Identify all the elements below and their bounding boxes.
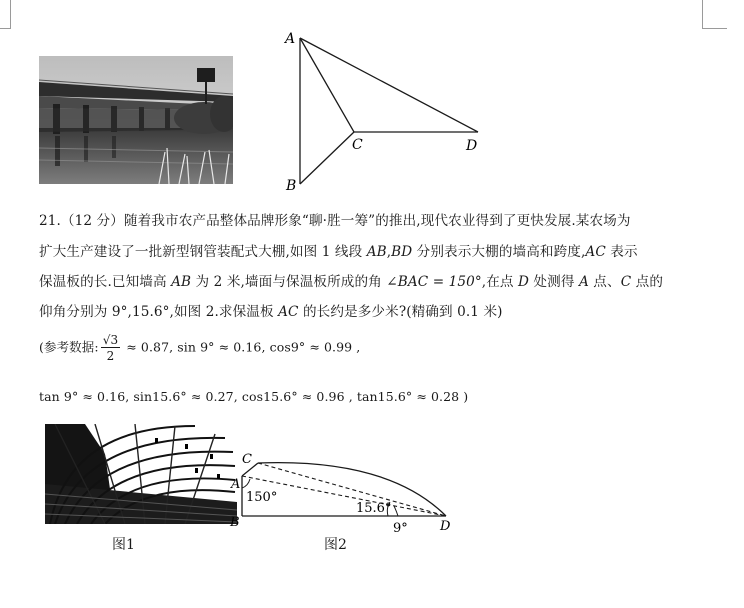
page-corner-mark-right	[702, 0, 727, 29]
label-d: D	[440, 519, 451, 534]
greenhouse-photo	[45, 424, 237, 524]
var-c: C	[620, 274, 632, 290]
problem-line-1	[39, 209, 631, 229]
var-ac-2: AC	[278, 304, 299, 320]
bridge-photo	[39, 56, 233, 184]
problem-text-1: 21.（12 分）随着我市农产品整体品牌形象“聊·胜一筹”的推出,现代农业得到了更快发展.某农场为	[39, 213, 631, 229]
var-bd: BD	[391, 244, 413, 260]
figure-1-caption: 图1	[112, 537, 135, 553]
label-a: A	[231, 477, 241, 492]
label-d: D	[466, 138, 478, 154]
problem-text-4b: 的长约是多少米?(精确到 0.1 米)	[298, 304, 503, 320]
figure-2-diagram	[228, 446, 468, 540]
fraction-denominator: 2	[106, 349, 115, 363]
problem-text-3b: 为 2 米,墙面与保温板所成的角	[191, 274, 387, 290]
angle-bac: ∠BAC = 150°	[386, 274, 482, 290]
problem-text-2a: 扩大生产建设了一批新型钢管装配式大棚,如图 1 线段	[39, 244, 367, 260]
var-ab: AB	[366, 244, 387, 260]
problem-text-2c: 表示	[605, 244, 638, 260]
reference-label: (参考数据:	[39, 339, 99, 355]
segment-bc	[300, 132, 354, 184]
label-c: C	[352, 137, 363, 153]
separator: ,	[386, 244, 392, 260]
angle-label-9: 9°	[393, 521, 408, 536]
figure-2-caption: 图2	[324, 537, 347, 553]
sqrt3-over-2	[101, 334, 120, 362]
problem-text-3a: 保温板的长.已知墙高	[39, 274, 172, 290]
var-d: D	[518, 274, 530, 290]
label-a: A	[285, 31, 296, 47]
problem-text-2b: 分别表示大棚的墙高和跨度,	[412, 244, 586, 260]
var-a: A	[578, 274, 589, 290]
label-b: B	[230, 515, 240, 530]
fraction-numerator: √3	[102, 333, 119, 347]
problem-text-3c: ,在点	[481, 274, 519, 290]
angle-label-15-6: 15.6°	[356, 501, 392, 516]
reference-data-line-2	[39, 389, 468, 404]
reference-data-line-1	[39, 334, 360, 362]
label-c: C	[242, 452, 252, 467]
reference-values-2: tan 9° ≈ 0.16, sin15.6° ≈ 0.27, cos15.6° ≈ 0.96 , tan15.6° ≈ 0.28 )	[39, 389, 469, 404]
problem-line-3	[39, 270, 663, 290]
problem-text-3e: 处测得	[529, 274, 579, 290]
angle-label-150: 150°	[246, 490, 278, 505]
problem-line-4	[39, 300, 503, 320]
var-ac: AC	[585, 244, 606, 260]
page-corner-mark-left	[0, 0, 11, 29]
problem-text-3g: 点的	[631, 274, 664, 290]
reference-values-1: ≈ 0.87, sin 9° ≈ 0.16, cos9° ≈ 0.99 ,	[122, 339, 361, 355]
label-b: B	[286, 178, 297, 194]
problem-text-4a: 仰角分别为 9°,15.6°,如图 2.求保温板	[39, 304, 279, 320]
problem-line-2	[39, 240, 638, 260]
var-ab-2: AB	[171, 274, 192, 290]
sightline-dc	[258, 463, 446, 516]
top-geometry-figure	[282, 28, 502, 202]
problem-text-3f: 点、	[588, 274, 621, 290]
